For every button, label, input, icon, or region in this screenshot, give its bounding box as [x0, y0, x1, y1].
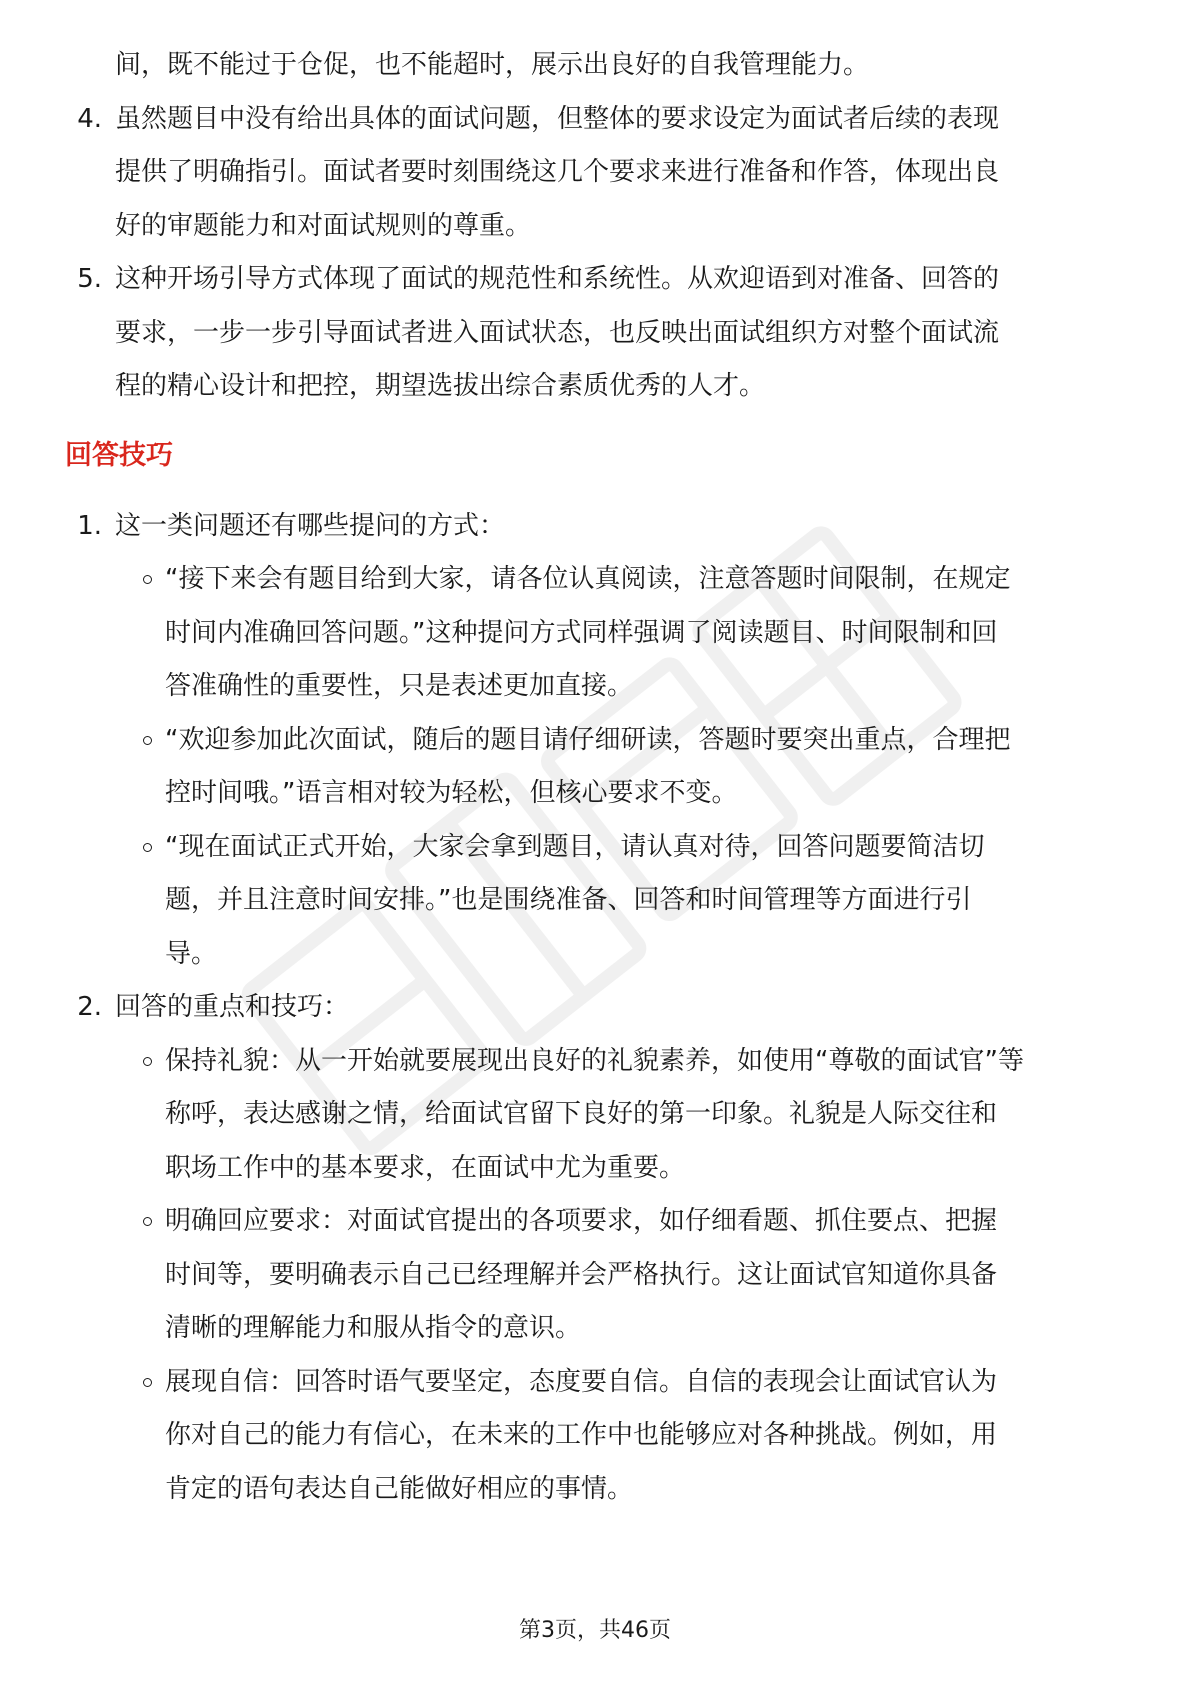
bullet-line: “欢迎参加此次面试，随后的题目请仔细研读，答题时要突出重点，合理把: [165, 724, 1011, 755]
list-number: 1.: [77, 510, 102, 541]
list-item-title: 这一类问题还有哪些提问的方式：: [115, 510, 506, 541]
list-item-line: 要求，一步一步引导面试者进入面试状态，也反映出面试组织方对整个面试流: [115, 317, 1000, 348]
bullet-line: 控时间哦。”语言相对较为轻松，但核心要求不变。: [165, 778, 738, 808]
bullet-line: “接下来会有题目给到大家，请各位认真阅读，注意答题时间限制，在规定: [165, 564, 1011, 594]
list-number: 2.: [77, 992, 102, 1022]
bullet-line: 答准确性的重要性，只是表述更加直接。: [165, 671, 634, 701]
bullet-line: 保持礼貌：从一开始就要展现出良好的礼貌素养，如使用“尊敬的面试官”等: [165, 1045, 1024, 1076]
bullet-line: 称呼，表达感谢之情，给面试官留下良好的第一印象。礼貌是人际交往和: [165, 1099, 998, 1129]
bullet-line: 时间等，要明确表示自己已经理解并会严格执行。这让面试官知道你具备: [165, 1259, 998, 1290]
bullet-circle-icon: [143, 736, 152, 745]
list-number: 5.: [77, 264, 102, 294]
bullet-line: “现在面试正式开始，大家会拿到题目，请认真对待，回答问题要简洁切: [165, 831, 985, 862]
bullet-circle-icon: [143, 843, 152, 852]
list-item-line: 好的审题能力和对面试规则的尊重。: [115, 210, 532, 241]
bullet-line: 时间内准确回答问题。”这种提问方式同样强调了阅读题目、时间限制和回: [165, 617, 998, 648]
bullet-line: 清晰的理解能力和服从指令的意识。: [165, 1313, 582, 1343]
bullet-line: 明确回应要求：对面试官提出的各项要求，如仔细看题、抓住要点、把握: [165, 1206, 998, 1236]
bullet-line: 题，并且注意时间安排。”也是围绕准备、回答和时间管理等方面进行引: [165, 885, 972, 915]
list-number: 4.: [77, 103, 102, 134]
section-heading: 回答技巧: [65, 439, 173, 471]
bullet-circle-icon: [143, 1217, 152, 1226]
page-footer: 第3页，共46页: [519, 1618, 671, 1643]
list-item-line: 这种开场引导方式体现了面试的规范性和系统性。从欢迎语到对准备、回答的: [115, 264, 1000, 294]
bullet-line: 肯定的语句表达自己能做好相应的事情。: [165, 1473, 634, 1504]
bullet-line: 导。: [165, 938, 218, 969]
bullet-circle-icon: [143, 1057, 152, 1066]
bullet-circle-icon: [143, 1378, 152, 1387]
bullet-line: 职场工作中的基本要求，在面试中尤为重要。: [165, 1152, 686, 1183]
bullet-circle-icon: [143, 575, 152, 584]
list-item-line: 程的精心设计和把控，期望选拔出综合素质优秀的人才。: [115, 371, 766, 401]
list-item-title: 回答的重点和技巧：: [115, 992, 350, 1022]
list-item-line: 提供了明确指引。面试者要时刻围绕这几个要求来进行准备和作答，体现出良: [115, 157, 1000, 187]
paragraph-line: 间，既不能过于仓促，也不能超时，展示出良好的自我管理能力。: [115, 50, 870, 80]
bullet-line: 你对自己的能力有信心，在未来的工作中也能够应对各种挑战。例如，用: [165, 1420, 998, 1450]
bullet-line: 展现自信：回答时语气要坚定，态度要自信。自信的表现会让面试官认为: [165, 1366, 998, 1397]
list-item-line: 虽然题目中没有给出具体的面试问题，但整体的要求设定为面试者后续的表现: [115, 103, 1000, 134]
